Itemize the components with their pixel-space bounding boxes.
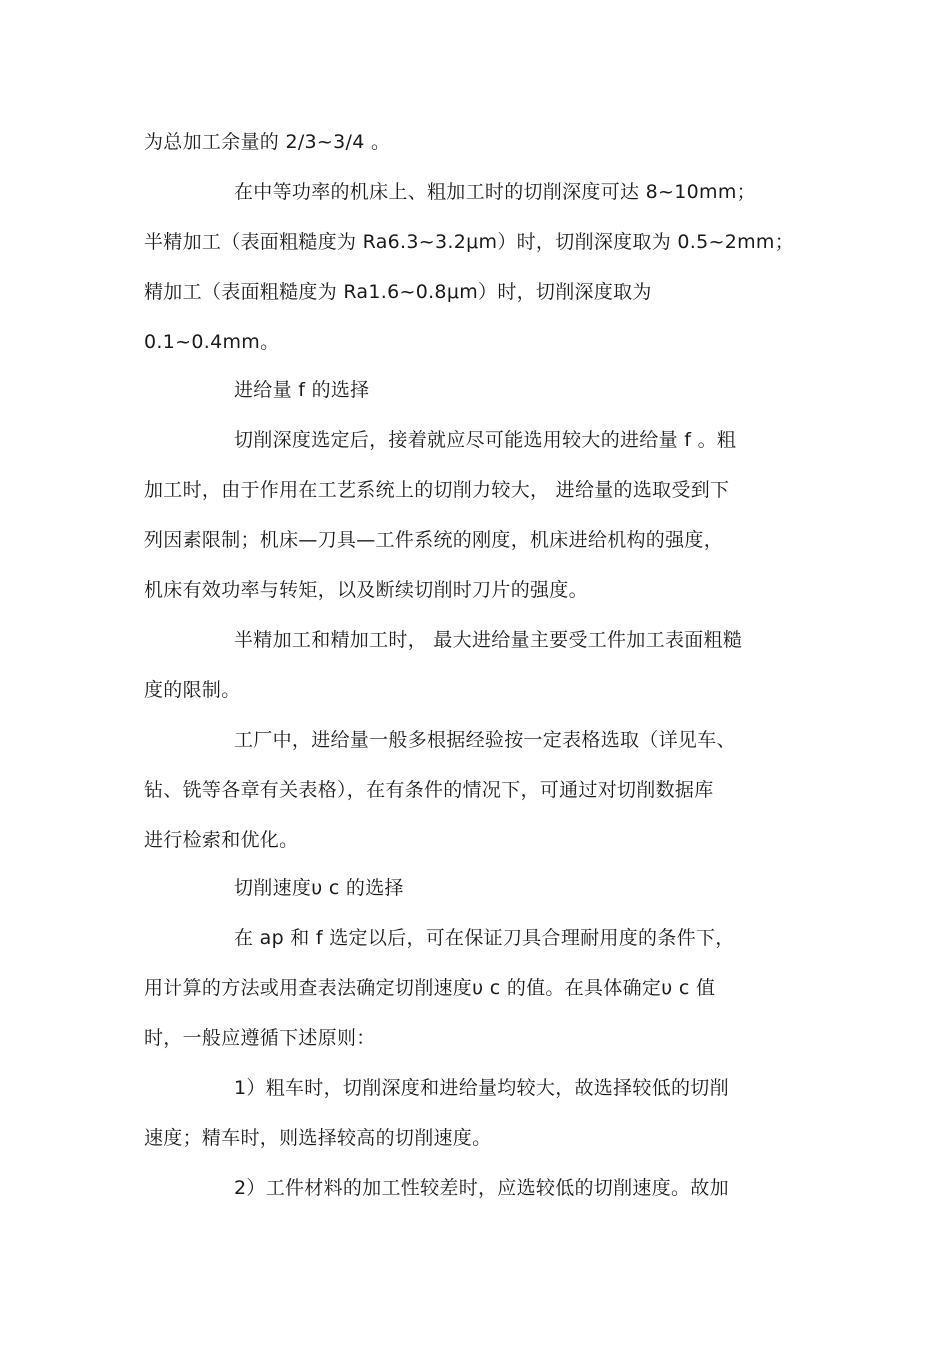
text-line: 为总加工余量的 2/3~3/4 。 — [144, 131, 391, 153]
text-line: 时，一般应遵循下述原则： — [144, 1027, 376, 1049]
text-line: 钻、铣等各章有关表格），在有条件的情况下，可通过对切削数据库 — [144, 779, 714, 801]
text-line: 在 ap 和 f 选定以后，可在保证刀具合理耐用度的条件下， — [234, 927, 735, 949]
section-heading-speed: 切削速度υ c 的选择 — [234, 877, 404, 899]
text-line: 半精加工（表面粗糙度为 Ra6.3~3.2μm）时，切削深度取为 0.5~2mm； — [144, 231, 794, 253]
text-line: 工厂中，进给量一般多根据经验按一定表格选取（详见车、 — [234, 729, 736, 751]
text-line: 速度；精车时，则选择较高的切削速度。 — [144, 1127, 492, 1149]
text-line: 进行检索和优化。 — [144, 829, 299, 851]
text-line: 0.1~0.4mm。 — [144, 331, 280, 353]
list-item: 2）工件材料的加工性较差时，应选较低的切削速度。故加 — [234, 1177, 729, 1199]
text-line: 精加工（表面粗糙度为 Ra1.6~0.8μm）时，切削深度取为 — [144, 281, 652, 303]
text-line: 切削深度选定后，接着就应尽可能选用较大的进给量 f 。粗 — [234, 429, 737, 451]
text-line: 在中等功率的机床上、粗加工时的切削深度可达 8~10mm； — [234, 181, 756, 203]
text-line: 用计算的方法或用查表法确定切削速度υ c 的值。在具体确定υ c 值 — [144, 977, 716, 999]
text-line: 机床有效功率与转矩，以及断续切削时刀片的强度。 — [144, 579, 588, 601]
section-heading-feed: 进给量 f 的选择 — [234, 379, 370, 401]
text-line: 半精加工和精加工时， 最大进给量主要受工件加工表面粗糙 — [234, 629, 743, 651]
list-item: 1）粗车时，切削深度和进给量均较大，故选择较低的切削 — [234, 1077, 729, 1099]
text-line: 列因素限制；机床—刀具—工件系统的刚度，机床进给机构的强度， — [144, 529, 724, 551]
text-line: 度的限制。 — [144, 679, 241, 701]
text-line: 加工时，由于作用在工艺系统上的切削力较大， 进给量的选取受到下 — [144, 479, 730, 501]
